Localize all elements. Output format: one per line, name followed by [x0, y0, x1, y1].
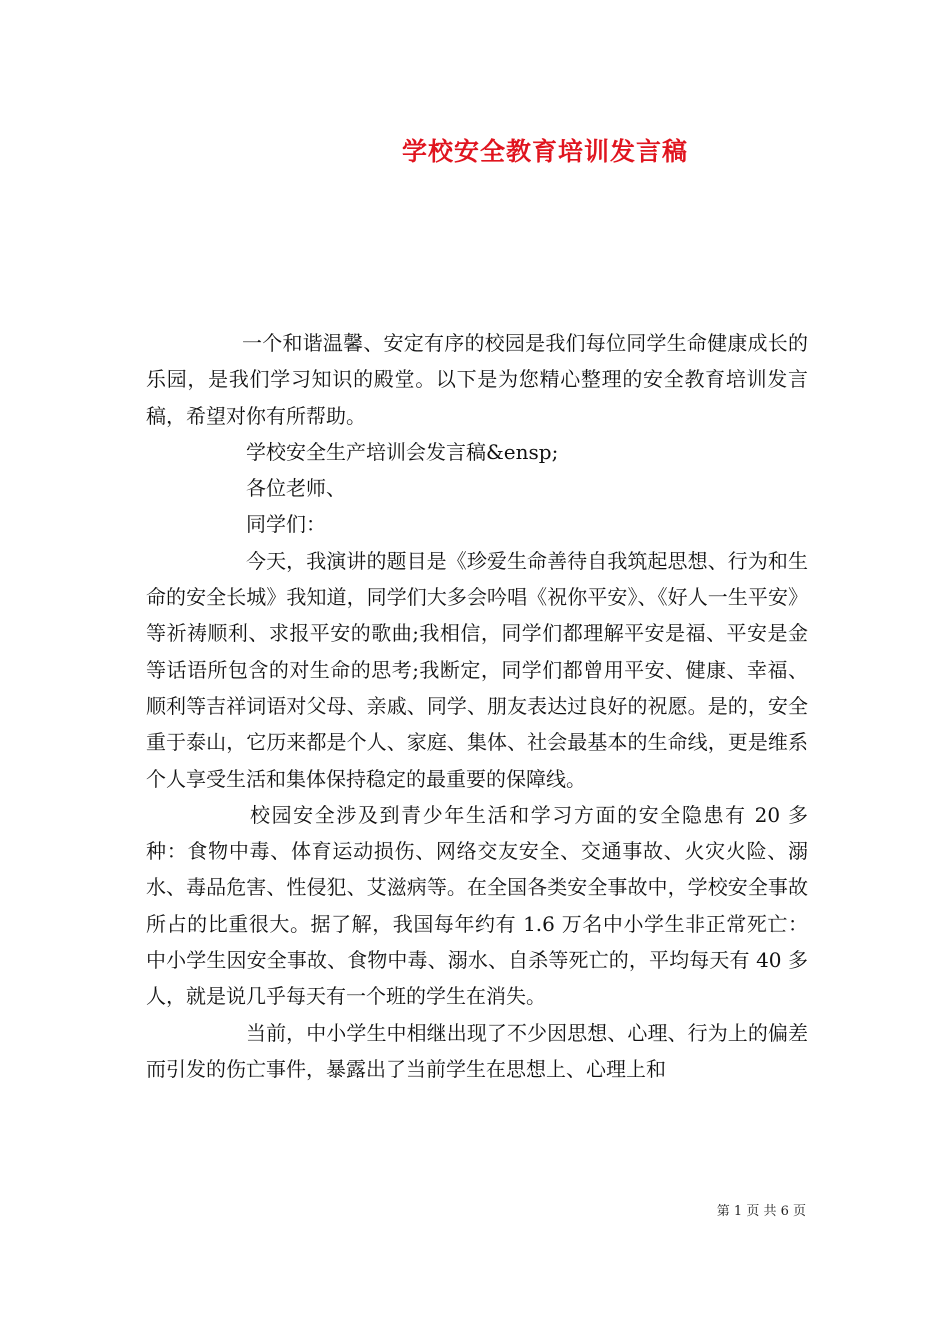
speech-subtitle: 学校安全生产培训会发言稿&ensp;	[246, 439, 559, 464]
salutation-teachers: 各位老师、	[246, 476, 346, 501]
document-title: 学校安全教育培训发言稿	[401, 137, 688, 166]
salutation-students: 同学们：	[246, 512, 326, 537]
body-paragraph-3: 当前，中小学生中相继出现了不少因思想、心理、行为上的偏差而引发的伤亡事件，暴露出了当前学生在思想上、心理上和	[146, 1020, 808, 1081]
page-footer: 第 1 页 共 6 页	[716, 1204, 806, 1219]
body-paragraph-1: 今天，我演讲的题目是《珍爱生命善待自我筑起思想、行为和生命的安全长城》我知道，同学们大多会吟唱《祝你平安》、《好人一生平安》等祈祷顺利、求报平安的歌曲;我相信，同学们都理解平安是福、平安是金等话语所包含的对生命的思考;我断定，同学们都曾用平安、健康、幸福、顺利等吉祥词语对父母、亲戚、同学、朋友表达过良好的祝愿。是的，安全重于泰山，它历来都是个人、家庭、集体、社会最基本的生命线，更是维系个人享受生活和集体保持稳定的最重要的保障线。	[146, 548, 808, 791]
intro-paragraph: 一个和谐温馨、安定有序的校园是我们每位同学生命健康成长的乐园，是我们学习知识的殿堂。以下是为您精心整理的安全教育培训发言稿，希望对你有所帮助。	[146, 331, 808, 428]
document-body	[146, 325, 808, 1087]
body-paragraph-2: 校园安全涉及到青少年生活和学习方面的安全隐患有 20 多种：食物中毒、体育运动损伤、网络交友安全、交通事故、火灾火险、溺水、毒品危害、性侵犯、艾滋病等。在全国各类安全事故中，学校安全事故所占的比重很大。据了解，我国每年约有 1.6 万名中小学生非正常死亡：中小学生因安全事故、食物中毒、溺水、自杀等死亡的，平均每天有 40 多人，就是说几乎每天有一个班的学生在消失。	[146, 802, 808, 1009]
